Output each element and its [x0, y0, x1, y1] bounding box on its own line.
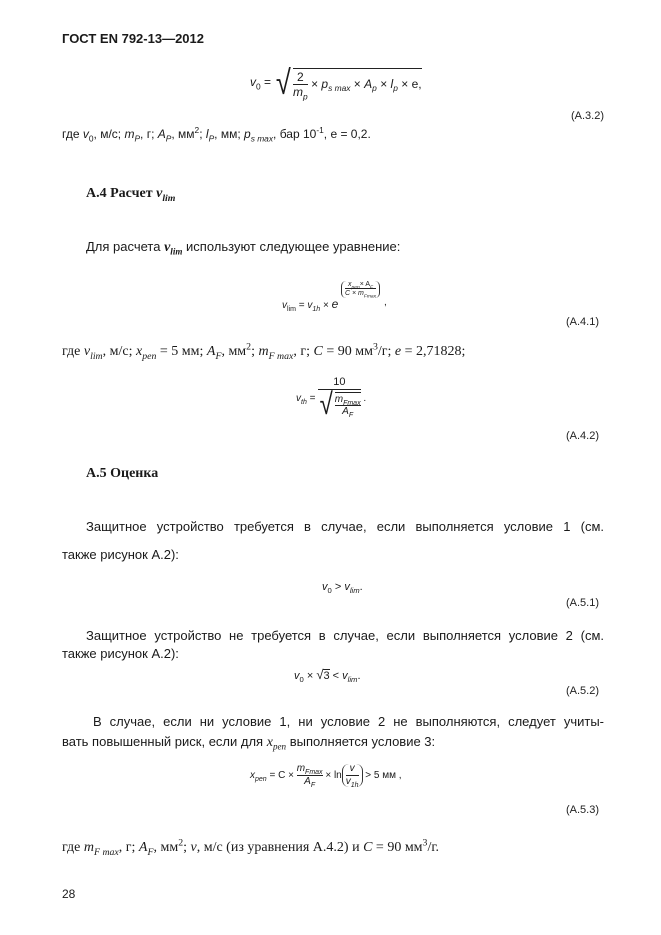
where-a53-m: m — [83, 840, 95, 855]
eq-a32-lhs: v — [250, 75, 256, 90]
section-a4-label: А.4 Расчет — [86, 186, 157, 201]
eq-number-a5-1: (А.5.1) — [566, 597, 600, 609]
where-a41-a-unit: , мм — [221, 344, 247, 359]
section-a4-sym: v — [156, 186, 163, 201]
paragraph-a5-1-line2: также рисунок А.2): — [62, 547, 179, 562]
eq-a41-exp-num-sub: pen — [351, 285, 360, 291]
para-a53-sym-sub: pen — [272, 741, 287, 752]
eq-a41-exp-den: C × m — [345, 290, 364, 298]
eq-a41-exp-den-sub: Fmax — [363, 294, 377, 300]
where-a32-a-unit: , мм — [171, 127, 195, 141]
eq-a42-lhs-sub: th — [301, 398, 307, 406]
sqrt-sign: √ — [276, 64, 292, 102]
where-a32-v-sub: 0 — [88, 133, 94, 144]
eq-a32-frac-den-sub: p — [303, 90, 308, 101]
eq-a32-fraction — [293, 69, 308, 101]
eq-a53-fraction-1 — [297, 764, 323, 787]
eq-number-a4-1: (А.4.1) — [566, 316, 600, 328]
eq-a41-tail: , — [384, 297, 387, 308]
eq-a42-fraction — [318, 377, 360, 420]
eq-a53-paren-group — [342, 764, 363, 787]
where-a32-a-sub: P — [165, 133, 172, 144]
where-a41-a-sep: ; — [251, 344, 259, 359]
eq-a41-rhs-sub: 1h — [312, 306, 321, 313]
where-a41-c-tail: /г; — [377, 344, 395, 359]
where-a32-p-sup: -1 — [316, 125, 324, 135]
eq-a52-op: < — [329, 670, 343, 682]
eq-a53-lhs: x — [250, 770, 255, 782]
para-a4-sym-sub: lim — [170, 246, 183, 257]
where-a53-text: где — [62, 840, 84, 855]
where-a53-v: v — [190, 840, 197, 855]
eq-a51-lhs-sub: 0 — [327, 586, 332, 596]
eq-a41-exp-frac — [345, 281, 376, 298]
where-a53-c-sup: 3 — [422, 837, 428, 849]
where-a32-tail: , e = 0,2. — [323, 127, 371, 141]
paragraph-a5-2-line1: Защитное устройство не требуется в случае, если выполняется условие 2 (см. — [86, 628, 604, 643]
eq-a53-times-ln: × ln — [322, 770, 342, 782]
eq-a53-tail: > 5 мм , — [362, 770, 402, 782]
where-a41-a-sub: F — [215, 350, 222, 362]
where-a41-v-sub: lim — [90, 350, 103, 362]
eq-a32-term-l: l — [390, 76, 394, 91]
eq-a52-sqrt-sign: √ — [316, 667, 324, 682]
where-a32-l-unit: , мм; — [214, 127, 244, 141]
where-a32-text: где — [62, 127, 83, 141]
eq-a51-rhs: v — [344, 581, 350, 593]
para-a53-sym: x — [266, 735, 273, 750]
where-a32-a-sup: 2 — [194, 125, 200, 135]
where-a32-a: A — [157, 127, 166, 141]
eq-a41-e: e — [331, 297, 339, 311]
eq-number-a4-2: (А.4.2) — [566, 430, 600, 442]
paragraph-a5-3-line1: В случае, если ни условие 1, ни условие 2 не выполняются, следует учиты- — [93, 714, 604, 729]
eq-a51-lhs: v — [322, 581, 328, 593]
where-a41-m: m — [258, 344, 269, 359]
eq-a41-exp-num-mid: × A — [359, 281, 371, 288]
eq-a53-fraction-2 — [346, 764, 359, 787]
eq-a32-term-p-sub: s max — [328, 83, 351, 94]
where-a32-m-unit: , г; — [140, 127, 158, 141]
eq-a32-times-1: × — [311, 76, 319, 91]
eq-a52-tail: . — [357, 670, 361, 682]
eq-a32-equals: = — [264, 75, 272, 90]
eq-a53-lhs-sub: pen — [255, 776, 267, 784]
equation-a5-3 — [250, 764, 402, 787]
eq-a41-exponent — [341, 281, 380, 298]
paragraph-a5-1-line1: Защитное устройство требуется в случае, если выполняется условие 1 (см. — [86, 519, 604, 534]
eq-a41-exp-num: x — [348, 281, 352, 288]
eq-a42-sqrt-content — [335, 392, 361, 418]
eq-a41-exp-num-sub2: F — [370, 285, 374, 291]
where-a41-x: x — [136, 344, 143, 359]
eq-a41-times: × — [322, 300, 329, 311]
where-a32-l-sub: P — [208, 133, 215, 144]
paragraph-a5-2-line2: также рисунок А.2): — [62, 646, 179, 661]
where-a53-m-unit: , г; — [118, 840, 139, 855]
paragraph-a5-3-line2 — [62, 734, 435, 751]
para-a4-post: используют следующее уравнение: — [182, 239, 401, 254]
section-a4-sym-sub: lim — [162, 192, 176, 204]
where-a41-c-sup: 3 — [372, 341, 378, 353]
where-a3-2 — [62, 125, 371, 144]
eq-a51-op: > — [331, 581, 345, 593]
where-a41-m-unit: , г; — [293, 344, 314, 359]
eq-a32-term-a-sub: p — [372, 83, 377, 94]
where-a32-v: v — [82, 127, 89, 141]
para-a53-post: выполняется условие 3: — [286, 734, 436, 749]
where-a53-c: C — [363, 840, 373, 855]
eq-a32-term-p: p — [321, 76, 329, 91]
where-a32-l: l — [205, 127, 209, 141]
eq-number-a5-3: (А.5.3) — [566, 804, 600, 816]
where-a53-a-unit: , мм — [153, 840, 179, 855]
eq-a52-times: × — [303, 670, 317, 682]
eq-a32-term-l-sub: p — [393, 83, 398, 94]
eq-a32-frac-num: 2 — [297, 69, 304, 84]
where-a41-e-tail: = 2,71828; — [401, 344, 466, 359]
eq-a52-rhs: v — [342, 670, 348, 682]
para-a4-pre: Для расчета — [86, 239, 165, 254]
eq-a42-num: 10 — [333, 376, 346, 388]
where-a41-v: v — [83, 344, 91, 359]
where-a32-m-sub: P — [134, 133, 141, 144]
where-a32-v-unit: , м/с; — [93, 127, 125, 141]
where-a32-p: p — [244, 127, 251, 141]
where-a53-a-sep: ; — [183, 840, 191, 855]
equation-a4-2 — [296, 377, 366, 420]
standard-code: ГОСТ EN 792-13—2012 — [62, 31, 204, 46]
eq-a42-inner-num: m — [334, 393, 344, 405]
eq-a42-inner-den: A — [342, 406, 349, 418]
where-a53-a-sup: 2 — [178, 837, 184, 849]
where-a41-x-sub: pen — [142, 350, 157, 362]
eq-number-a3-2: (А.3.2) — [571, 110, 605, 122]
eq-number-a5-2: (А.5.2) — [566, 685, 600, 697]
where-a32-p-sub: s max — [250, 133, 274, 144]
eq-a42-inner-fraction — [335, 395, 361, 418]
where-a53-c-unit: = 90 мм — [372, 840, 423, 855]
eq-a32-times-4: × — [401, 76, 409, 91]
eq-a53-eq: = C × — [266, 770, 297, 782]
eq-a53-f2-num: v — [349, 763, 355, 774]
eq-a32-times-3: × — [380, 76, 388, 91]
where-a41-x-unit: = 5 мм; — [156, 344, 207, 359]
where-a53-c-tail: /г. — [427, 840, 440, 855]
para-a4-sym: v — [164, 240, 171, 255]
where-a41-text: где — [62, 344, 84, 359]
eq-a41-rhs: v — [307, 300, 313, 311]
where-a41-c: C — [313, 344, 323, 359]
page-number: 28 — [62, 887, 76, 901]
eq-a51-tail: . — [359, 581, 363, 593]
eq-a42-inner-num-sub: Fmax — [343, 399, 361, 407]
where-a41-a: A — [206, 344, 216, 359]
where-a41-a-sup: 2 — [246, 341, 252, 353]
where-a53-a-sub: F — [147, 846, 154, 858]
eq-a51-rhs-sub: lim — [349, 586, 360, 596]
eq-a32-term-e: e, — [411, 76, 422, 91]
equation-a5-2 — [294, 667, 361, 685]
eq-a42-sqrt-sign: √ — [319, 387, 334, 421]
eq-a53-f1-den: A — [304, 775, 311, 787]
where-a32-p-unit: , бар 10 — [273, 127, 317, 141]
section-heading-a5: А.5 Оценка — [86, 466, 159, 481]
equation-a3-2 — [250, 66, 422, 100]
where-a41-c-unit: = 90 мм — [322, 344, 373, 359]
eq-a42-tail: . — [363, 392, 367, 404]
eq-a32-frac-den: m — [293, 84, 304, 99]
eq-a32-lhs-sub: 0 — [256, 81, 261, 92]
eq-a32-times-2: × — [353, 76, 361, 91]
equation-a5-1 — [322, 581, 363, 596]
where-a41-m-sub: F max — [268, 350, 294, 362]
section-heading-a4 — [86, 186, 175, 202]
where-a5-3 — [62, 837, 440, 858]
eq-a53-f2-den: v — [345, 775, 351, 787]
sqrt-content — [293, 68, 422, 101]
eq-a52-root-val: 3 — [323, 670, 330, 682]
eq-a52-lhs: v — [294, 670, 300, 682]
where-a32-a-sep: ; — [199, 127, 206, 141]
eq-a52-rhs-sub: lim — [347, 675, 358, 685]
eq-a52-lhs-sub: 0 — [299, 675, 304, 685]
where-a53-a: A — [138, 840, 148, 855]
where-a41-e: e — [394, 344, 402, 359]
eq-a42-equals: = — [309, 392, 316, 404]
eq-a53-f1-num: m — [296, 763, 306, 774]
paragraph-a4 — [86, 239, 400, 256]
eq-a32-term-a: A — [364, 76, 373, 91]
where-a41-v-unit: , м/с; — [102, 344, 136, 359]
eq-a42-lhs: v — [296, 392, 301, 404]
eq-a41-lhs: v — [282, 300, 287, 311]
eq-a41-lhs-sub: lim — [287, 306, 296, 313]
eq-a53-f1-den-sub: F — [310, 781, 316, 789]
where-a53-v-unit: , м/с (из уравнения А.4.2) и — [196, 840, 364, 855]
where-a32-m: m — [124, 127, 135, 141]
where-a53-m-sub: F max — [94, 846, 119, 858]
where-a4-1 — [62, 341, 466, 362]
para-a53-pre: вать повышенный риск, если для — [62, 734, 267, 749]
eq-a53-f1-num-sub: Fmax — [305, 769, 323, 776]
eq-a42-inner-den-sub: F — [348, 412, 354, 420]
eq-a53-f2-den-sub: 1h — [350, 781, 359, 789]
eq-a41-equals: = — [298, 300, 305, 311]
